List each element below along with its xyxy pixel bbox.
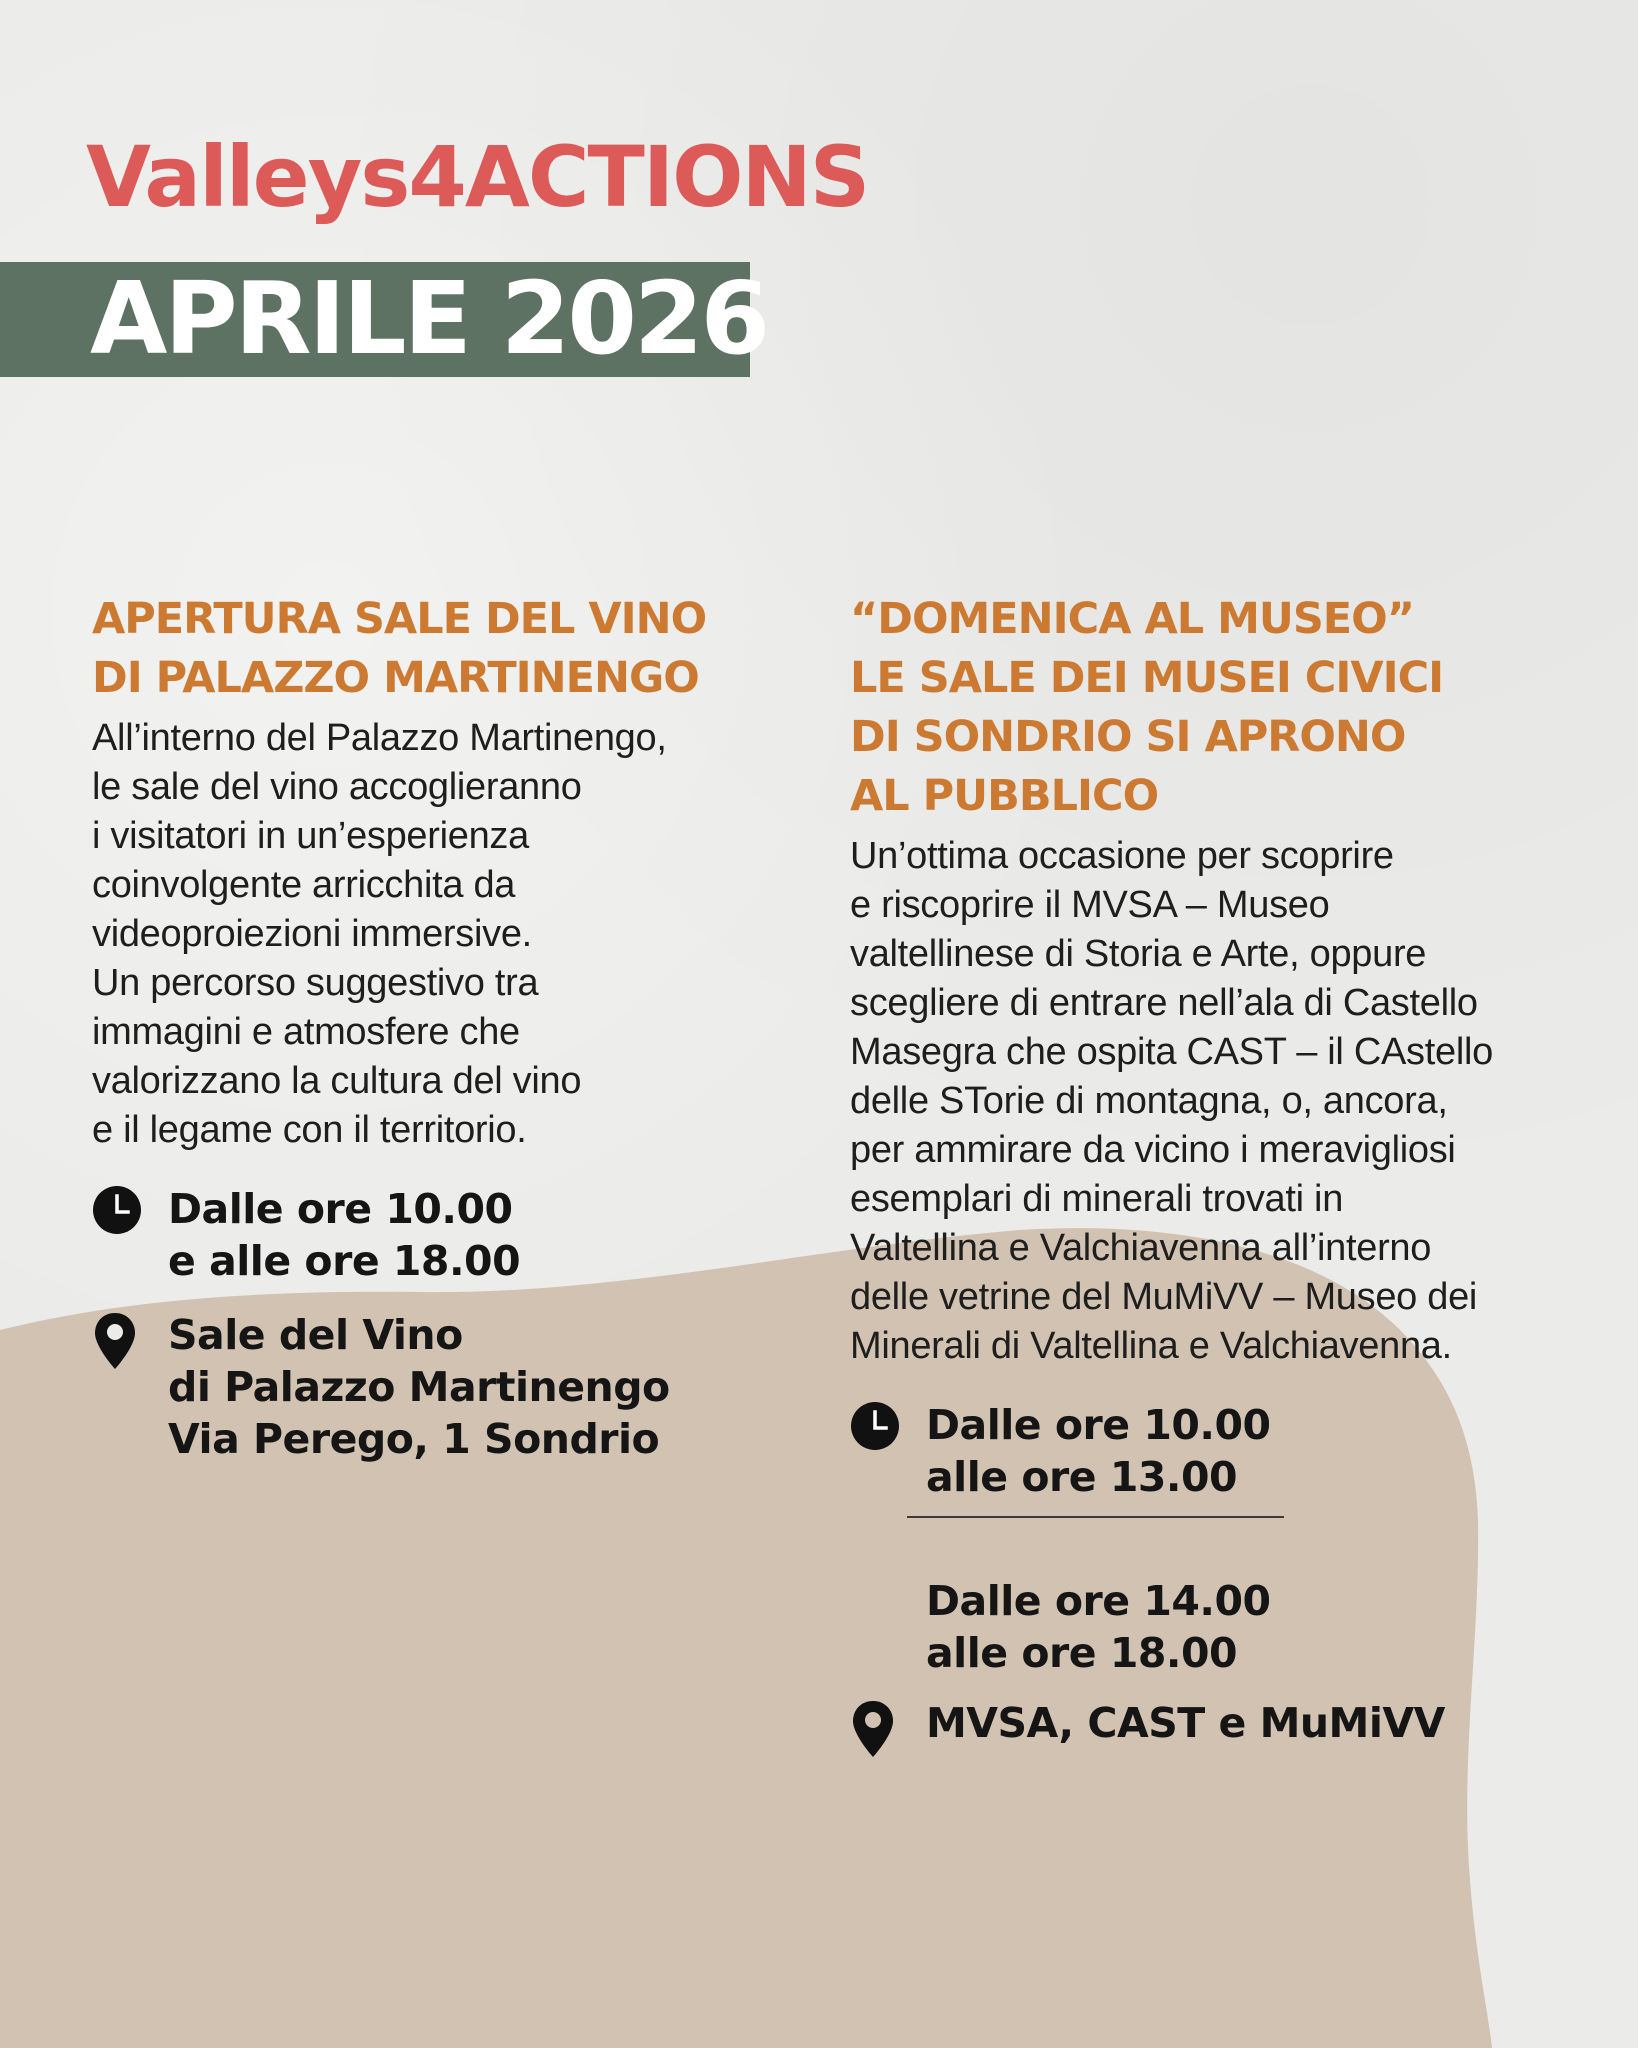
event-description: All’interno del Palazzo Martinengo, le sale del vino accoglieranno i visitatori in un’esperienza coinvolgente arricchita da videoproiezioni immersive. Un percorso suggestivo tra immagini e atmosfere che valorizzano la cultura del vino e il legame con il territorio. (92, 717, 667, 1151)
event-card-left (92, 590, 812, 1465)
map-pin-icon (92, 1311, 138, 1371)
brand-title: Valleys4ACTIONS (86, 128, 869, 226)
event-location: MVSA, CAST e MuMiVV (850, 1697, 1610, 1749)
event-time: Dalle ore 10.00 e alle ore 18.00 (92, 1183, 812, 1287)
event-location: Sale del Vino di Palazzo Martinengo Via Perego, 1 Sondrio (92, 1309, 812, 1465)
clock-icon (92, 1185, 142, 1235)
event-description: Un’ottima occasione per scoprire e riscoprire il MVSA – Museo valtellinese di Storia e Arte, oppure scegliere di entrare nell’ala di Castello Masegra che ospita CAST – il CAstello delle STorie di montagna, o, ancora, per ammirare da vicino i meravigliosi esemplari di minerali trovati in Valtellina e Valchiavenna all’interno delle vetrine del MuMiVV – Museo dei Minerali di Valtellina e Valchiavenna. (850, 835, 1493, 1367)
event-time: Dalle ore 10.00 alle ore 13.00 (850, 1399, 1610, 1503)
event-card-right (850, 590, 1610, 1749)
time-divider (907, 1516, 1284, 1518)
event-time-afternoon: Dalle ore 14.00 alle ore 18.00 (926, 1577, 1271, 1677)
month-title: APRILE 2026 (90, 260, 768, 377)
event-title: APERTURA SALE DEL VINO DI PALAZZO MARTINENGO (92, 594, 707, 703)
map-pin-icon (850, 1699, 896, 1759)
event-title: “DOMENICA AL MUSEO” LE SALE DEI MUSEI CIVICI DI SONDRIO SI APRONO AL PUBBLICO (850, 594, 1444, 821)
clock-icon (850, 1401, 900, 1451)
